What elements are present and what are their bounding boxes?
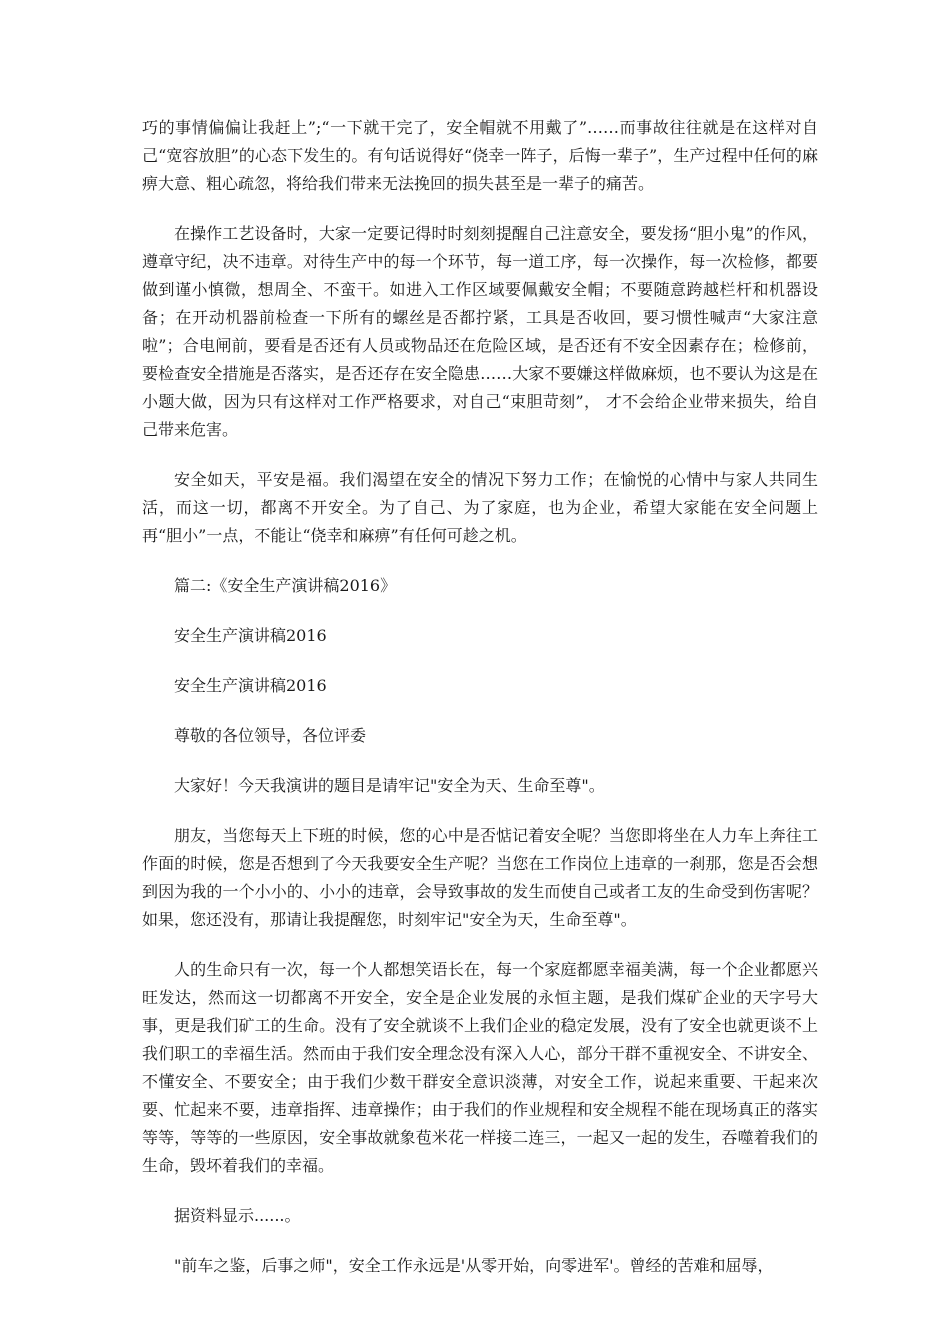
paragraph-9: 朋友，当您每天上下班的时候，您的心中是否惦记着安全呢？当您即将坐在人力车上奔往工作面的时候，您是否想到了今天我要安全生产呢？当您在工作岗位上违章的一刹那，您是否会想到因为我的一个小小的、小小的违章，会导致事故的发生而使自己或者工友的生命受到伤害呢？如果，您还没有，那请让我提醒您，时刻牢记"安全为天，生命至尊"。 — [142, 826, 818, 929]
speech-title-repeat: 安全生产演讲稿2016 — [174, 676, 327, 695]
paragraph-12: "前车之鉴，后事之师"，安全工作永远是'从零开始，向零进军'。曾经的苦难和屈辱， — [174, 1256, 774, 1275]
paragraph-2: 在操作工艺设备时，大家一定要记得时时刻刻提醒自己注意安全，要发扬“胆小鬼”的作风，遵章守纪，决不违章。对待生产中的每一个环节，每一道工序，每一次操作，每一次检修，都要做到谨小慎微，想周全、不蛮干。如进入工作区域要佩戴安全帽；不要随意跨越栏杆和机器设备；在开动机器前检查一下所有的螺丝是否都拧紧，工具是否收回，要习惯性喊声“大家注意啦”；合电闸前，要看是否还有人员或物品还在危险区域，是否还有不安全因素存在；检修前，要检查安全措施是否落实，是否还存在安全隐患……大家不要嫌这样做麻烦，也不要认为这是在小题大做，因为只有这样对工作严格要求，对自己“束胆苛刻”， 才不会给企业带来损失，给自己带来危害。 — [142, 224, 818, 439]
paragraph-10: 人的生命只有一次，每一个人都想笑语长在，每一个家庭都愿幸福美满，每一个企业都愿兴旺发达，然而这一切都离不开安全，安全是企业发展的永恒主题，是我们煤矿企业的天字号大事，更是我们矿工的生命。没有了安全就谈不上我们企业的稳定发展，没有了安全也就更谈不上我们职工的幸福生活。然而由于我们安全理念没有深入人心，部分干群不重视安全、不讲安全、不懂安全、不要安全；由于我们少数干群安全意识淡薄，对安全工作，说起来重要、干起来次要、忙起来不要，违章指挥、违章操作；由于我们的作业规程和安全规程不能在现场真正的落实等等，等等的一些原因，安全事故就象苞米花一样接二连三，一起又一起的发生，吞噬着我们的生命，毁坏着我们的幸福。 — [142, 960, 818, 1175]
speech-title: 安全生产演讲稿2016 — [174, 626, 327, 645]
greeting: 大家好！今天我演讲的题目是请牢记"安全为天、生命至尊"。 — [174, 776, 605, 795]
salutation: 尊敬的各位领导，各位评委 — [174, 726, 367, 745]
paragraph-11: 据资料显示......。 — [174, 1206, 301, 1225]
paragraph-3: 安全如天，平安是福。我们渴望在安全的情况下努力工作；在愉悦的心情中与家人共同生活，而这一切，都离不开安全。为了自己、为了家庭，也为企业，希望大家能在安全问题上再“胆小”一点，不能让“侥幸和麻痹”有任何可趁之机。 — [142, 470, 818, 545]
section-heading: 篇二:《安全生产演讲稿2016》 — [174, 576, 397, 595]
document-body — [142, 114, 818, 1280]
paragraph-1: 巧的事情偏偏让我赶上”;“一下就干完了，安全帽就不用戴了”……而事故往往就是在这样对自己“宽容放胆”的心态下发生的。有句话说得好“侥幸一阵子，后悔一辈子”，生产过程中任何的麻痹大意、粗心疏忽，将给我们带来无法挽回的损失甚至是一辈子的痛苦。 — [142, 118, 818, 193]
